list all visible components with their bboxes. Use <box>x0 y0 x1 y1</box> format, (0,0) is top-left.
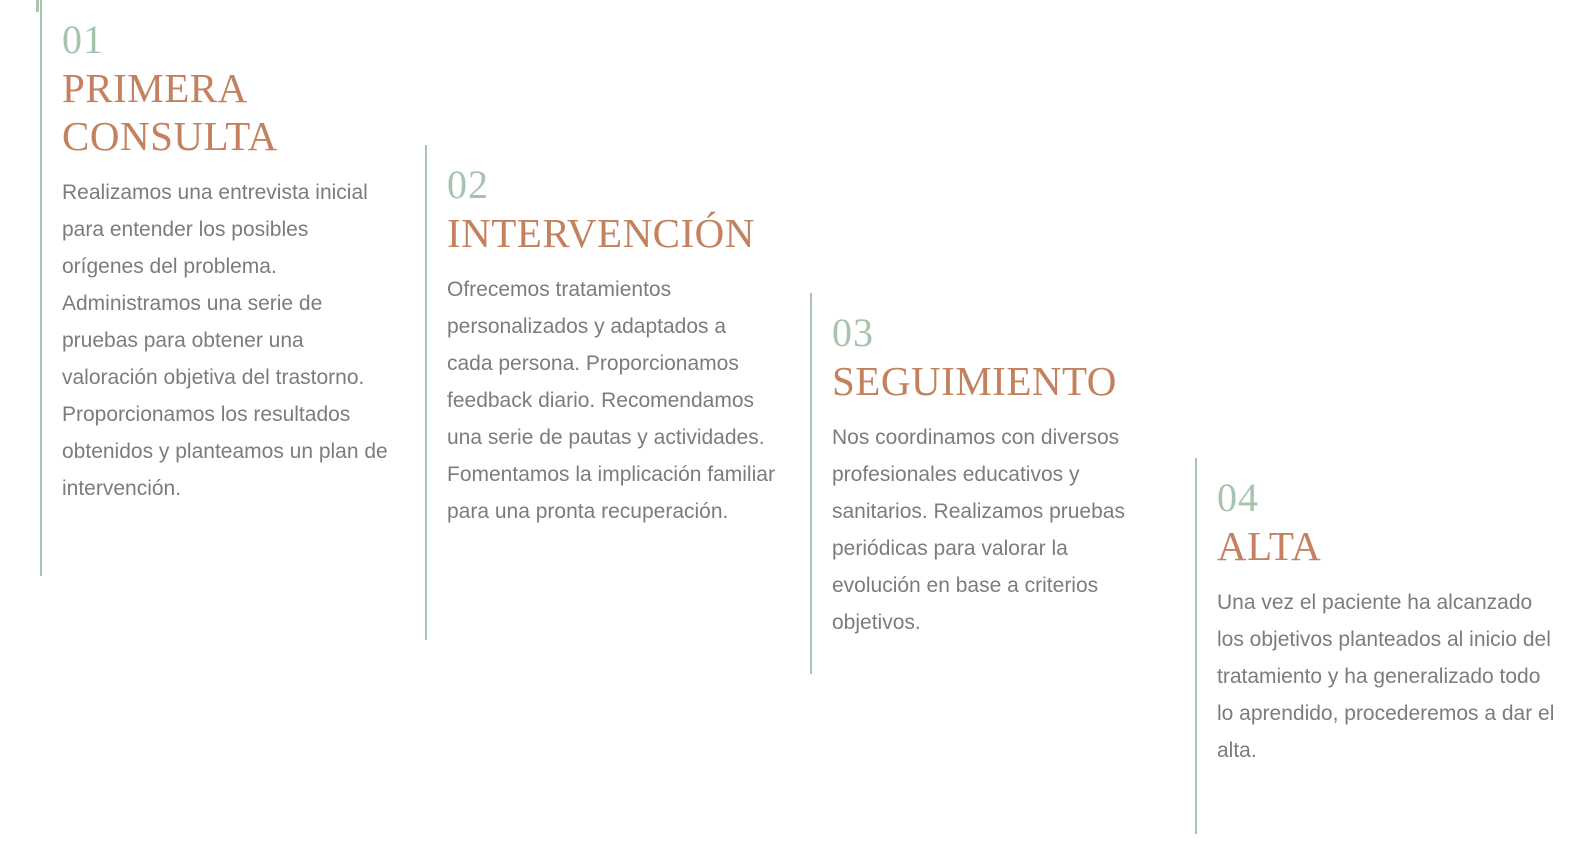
page-edge-accent <box>36 0 39 12</box>
step-1-vertical-rule <box>40 0 42 576</box>
step-2-title: INTERVENCIÓN <box>447 210 755 256</box>
step-1-title: PRIMERA CONSULTA <box>62 65 278 159</box>
step-2-vertical-rule <box>425 145 427 640</box>
step-1-description: Realizamos una entrevista inicial para entender los posibles orígenes del problema. Administramos una serie de pruebas para obtener una valoración objetiva del trastorno. Proporcionamos los resultados obtenidos y planteamos un plan de intervención. <box>62 181 388 500</box>
step-2-number: 02 <box>447 162 489 207</box>
step-4-description: Una vez el paciente ha alcanzado los objetivos planteados al inicio del tratamiento y ha generalizado todo lo aprendido, procederemos a dar el alta. <box>1217 591 1555 762</box>
step-3-vertical-rule <box>810 293 812 674</box>
step-3-title: SEGUIMIENTO <box>832 358 1117 404</box>
step-3-number: 03 <box>832 310 874 355</box>
step-3-content <box>832 311 1160 641</box>
step-4-vertical-rule <box>1195 458 1197 834</box>
step-2-description: Ofrecemos tratamientos personalizados y adaptados a cada persona. Proporcionamos feedback diario. Recomendamos una serie de pautas y actividades. Fomentamos la implicación familiar para una pronta recuperación. <box>447 278 775 523</box>
step-2-content <box>447 163 785 530</box>
step-3-description: Nos coordinamos con diversos profesionales educativos y sanitarios. Realizamos pruebas periódicas para valorar la evolución en base a criterios objetivos. <box>832 426 1125 634</box>
step-1-content <box>62 18 400 507</box>
step-4-title: ALTA <box>1217 523 1322 569</box>
step-1-number: 01 <box>62 17 104 62</box>
step-4-number: 04 <box>1217 475 1259 520</box>
step-4-content <box>1217 476 1555 769</box>
